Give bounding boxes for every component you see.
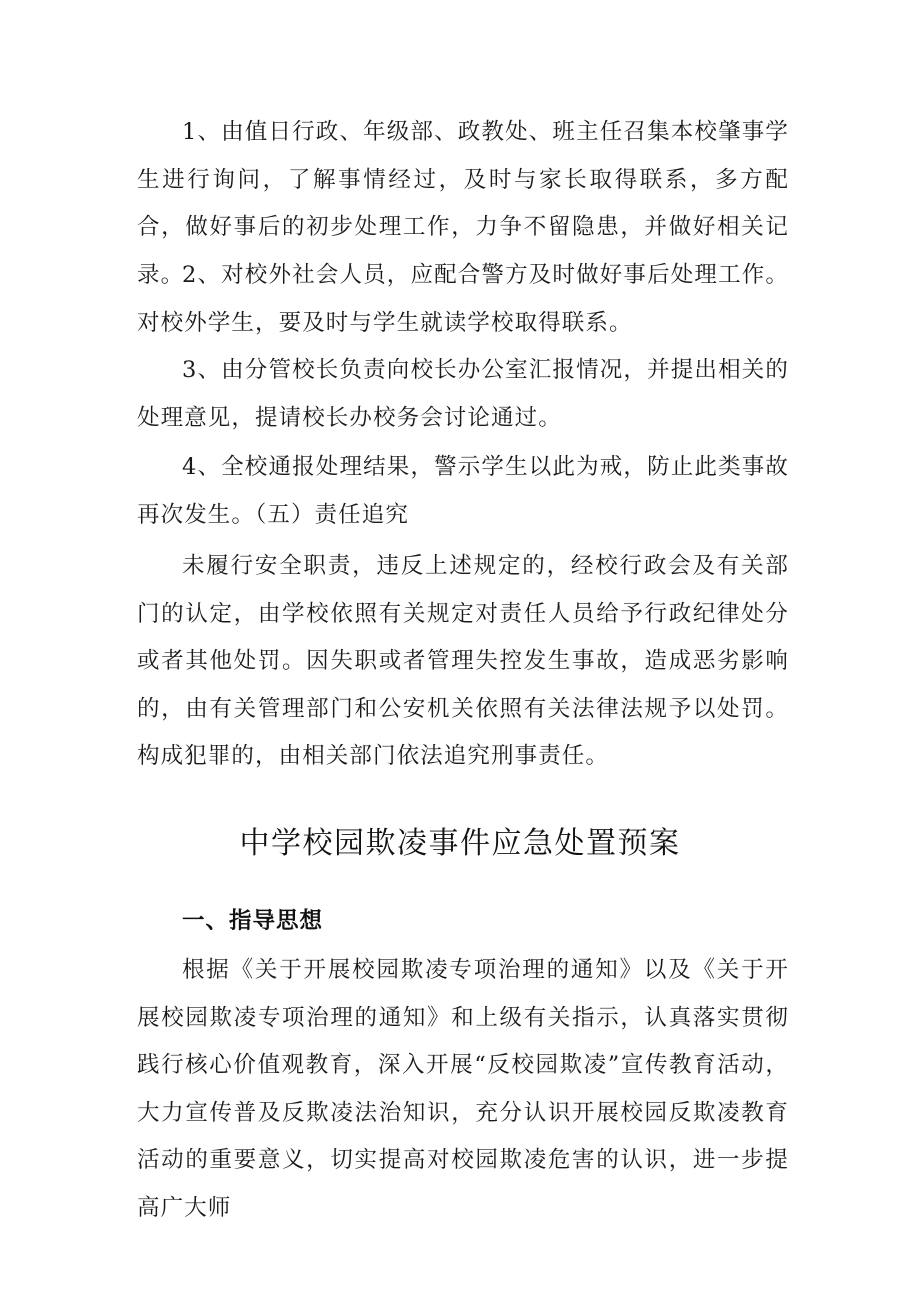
paragraph-item-3: 3、由分管校长负责向校长办公室汇报情况，并提出相关的处理意见，提请校长办校务会讨论通过。 — [137, 357, 789, 431]
document-title: 中学校园欺凌事件应急处置预案 — [239, 826, 681, 861]
section-paragraph: 根据《关于开展校园欺凌专项治理的通知》以及《关于开展校园欺凌专项治理的通知》和上级有关指示，认真落实贯彻践行核心价值观教育，深入开展“反校园欺凌”宣传教育活动，大力宣传普及反欺凌法治知识，充分认识开展校园反欺凌教育活动的重要意义，切实提高对校园欺凌危害的认识，进一步提高广大师 — [137, 957, 789, 1221]
section-heading: 一、指导思想 — [182, 908, 324, 934]
paragraph-item-1: 1、由值日行政、年级部、政教处、班主任召集本校肇事学生进行询问，了解事情经过，及时与家长取得联系，多方配合，做好事后的初步处理工作，力争不留隐患，并做好相关记录。 — [137, 119, 789, 288]
paragraph-accountability: 未履行安全职责，违反上述规定的，经校行政会及有关部门的认定，由学校依照有关规定对责任人员给予行政纪律处分或者其他处罚。因失职或者管理失控发生事故，造成恶劣影响的，由有关管理部门和公安机关依照有关法律法规予以处罚。构成犯罪的，由相关部门依法追究刑事责任。 — [137, 553, 789, 769]
paragraph-item-4: 4、全校通报处理结果，警示学生以此为戒，防止此类事故再次发生。（五）责任追究 — [137, 454, 789, 528]
paragraph-item-2: 2、对校外社会人员，应配合警方及时做好事后处理工作。对校外学生，要及时与学生就读学校取得联系。 — [137, 262, 789, 336]
